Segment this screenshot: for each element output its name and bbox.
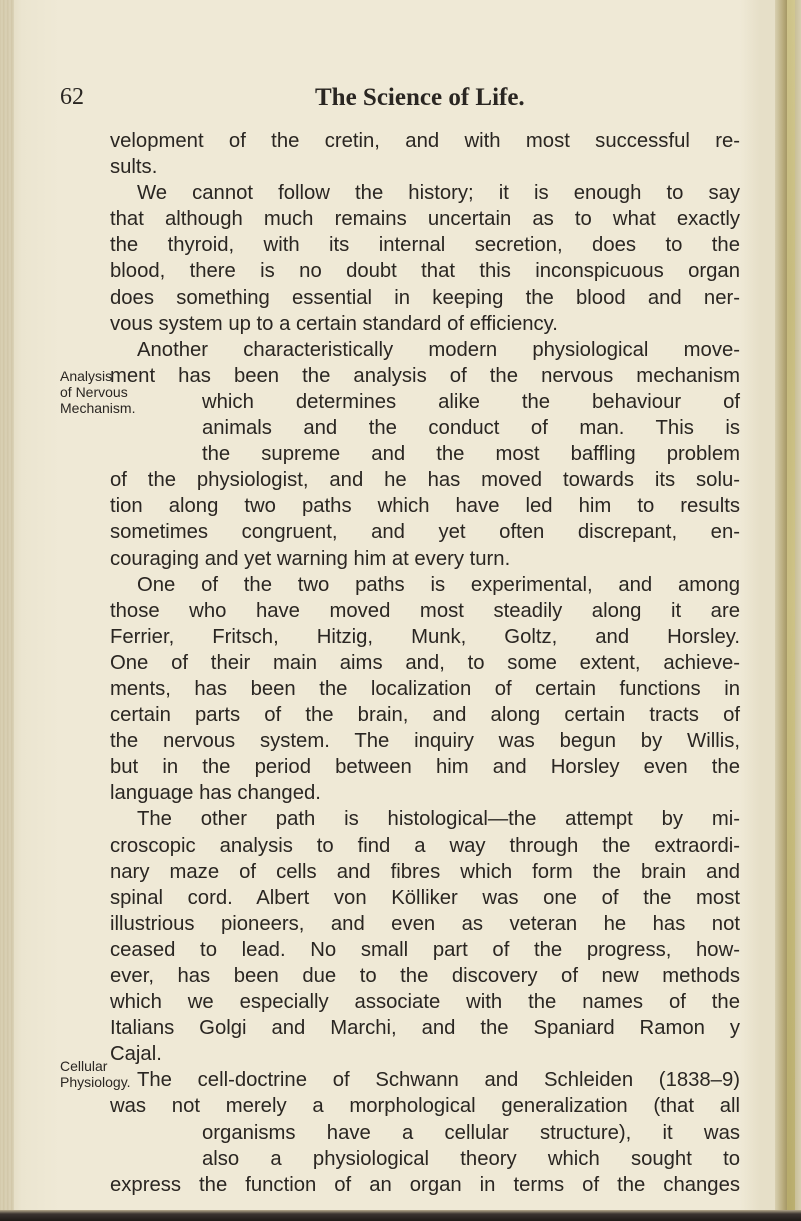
text-line: The other path is histological—the attempt by mi-	[137, 808, 740, 831]
text-line: language has changed.	[110, 782, 321, 805]
text-line: Italians Golgi and Marchi, and the Spaniard Ramon y	[110, 1017, 740, 1040]
text-line: velopment of the cretin, and with most successful re-	[110, 130, 740, 152]
text-line: croscopic analysis to find a way through the extraordi-	[110, 834, 740, 857]
page-bottom-edge	[0, 1210, 801, 1221]
text-line: One of the two paths is experimental, and among	[137, 573, 740, 596]
text-line: ceased to lead. No small part of the progress, how-	[110, 938, 740, 961]
text-line: Another characteristically modern physiological move-	[137, 338, 740, 361]
text-line: does something essential in keeping the blood and ner-	[110, 286, 740, 309]
text-line: those who have moved most steadily along it are	[110, 599, 740, 622]
text-line: was not merely a morphological generalization (that all	[110, 1095, 740, 1118]
marginal-note-line: Mechanism.	[60, 400, 136, 416]
marginal-note-line: Analysis	[60, 368, 113, 384]
page-gutter-edge	[0, 0, 14, 1221]
text-line: sults.	[110, 156, 158, 179]
text-line: vous system up to a certain standard of efficiency.	[110, 312, 558, 335]
text-line: which we especially associate with the names of the	[110, 991, 740, 1014]
text-line: animals and the conduct of man. This is	[202, 417, 740, 440]
running-title: The Science of Life.	[315, 84, 525, 111]
paragraph	[110, 128, 740, 180]
paragraph	[110, 180, 740, 337]
text-line: We cannot follow the history; it is enough to say	[137, 182, 740, 205]
page-edge-stain	[787, 0, 795, 1221]
text-line: express the function of an organ in terms of the changes	[110, 1173, 740, 1196]
text-line: ever, has been due to the discovery of new methods	[110, 965, 740, 987]
text-line: blood, there is no doubt that this inconspicuous organ	[110, 260, 740, 283]
text-line: One of their main aims and, to some extent, achieve-	[110, 651, 740, 674]
text-line: the thyroid, with its internal secretion, does to the	[110, 234, 740, 257]
paragraph	[110, 1067, 740, 1197]
text-line: which determines alike the behaviour of	[202, 390, 740, 413]
marginal-note-line: of Nervous	[60, 384, 128, 400]
marginal-note-line: Physiology.	[60, 1074, 131, 1090]
text-line: sometimes congruent, and yet often discrepant, en-	[110, 521, 740, 544]
text-line: of the physiologist, and he has moved towards its solu-	[110, 469, 740, 492]
text-line: spinal cord. Albert von Kölliker was one of the most	[110, 886, 740, 909]
running-header	[60, 84, 740, 116]
paragraph	[110, 572, 740, 807]
marginal-note-line: Cellular	[60, 1058, 108, 1074]
text-line: nary maze of cells and fibres which form the brain and	[110, 860, 740, 883]
text-line: The cell-doctrine of Schwann and Schleiden (1838–9)	[137, 1069, 740, 1092]
paragraph	[110, 806, 740, 1067]
text-line: also a physiological theory which sought to	[202, 1147, 740, 1170]
text-line: Cajal.	[110, 1043, 162, 1066]
text-line: tion along two paths which have led him to results	[110, 495, 740, 518]
text-line: the supreme and the most baffling problem	[202, 443, 740, 466]
text-line: ment has been the analysis of the nervous mechanism	[110, 364, 740, 387]
paragraph	[110, 337, 740, 572]
text-line: couraging and yet warning him at every turn.	[110, 547, 511, 570]
text-line: organisms have a cellular structure), it was	[202, 1121, 740, 1144]
page-number: 62	[60, 84, 84, 110]
body-text	[110, 128, 740, 1198]
text-line: illustrious pioneers, and even as veteran he has not	[110, 912, 740, 935]
text-line: that although much remains uncertain as to what exactly	[110, 208, 740, 231]
text-line: ments, has been the localization of certain functions in	[110, 677, 740, 700]
text-line: certain parts of the brain, and along certain tracts of	[110, 704, 740, 727]
text-line: Ferrier, Fritsch, Hitzig, Munk, Goltz, and Horsley.	[110, 625, 740, 648]
text-line: but in the period between him and Horsley even the	[110, 756, 740, 779]
text-line: the nervous system. The inquiry was begun by Willis,	[110, 730, 740, 753]
